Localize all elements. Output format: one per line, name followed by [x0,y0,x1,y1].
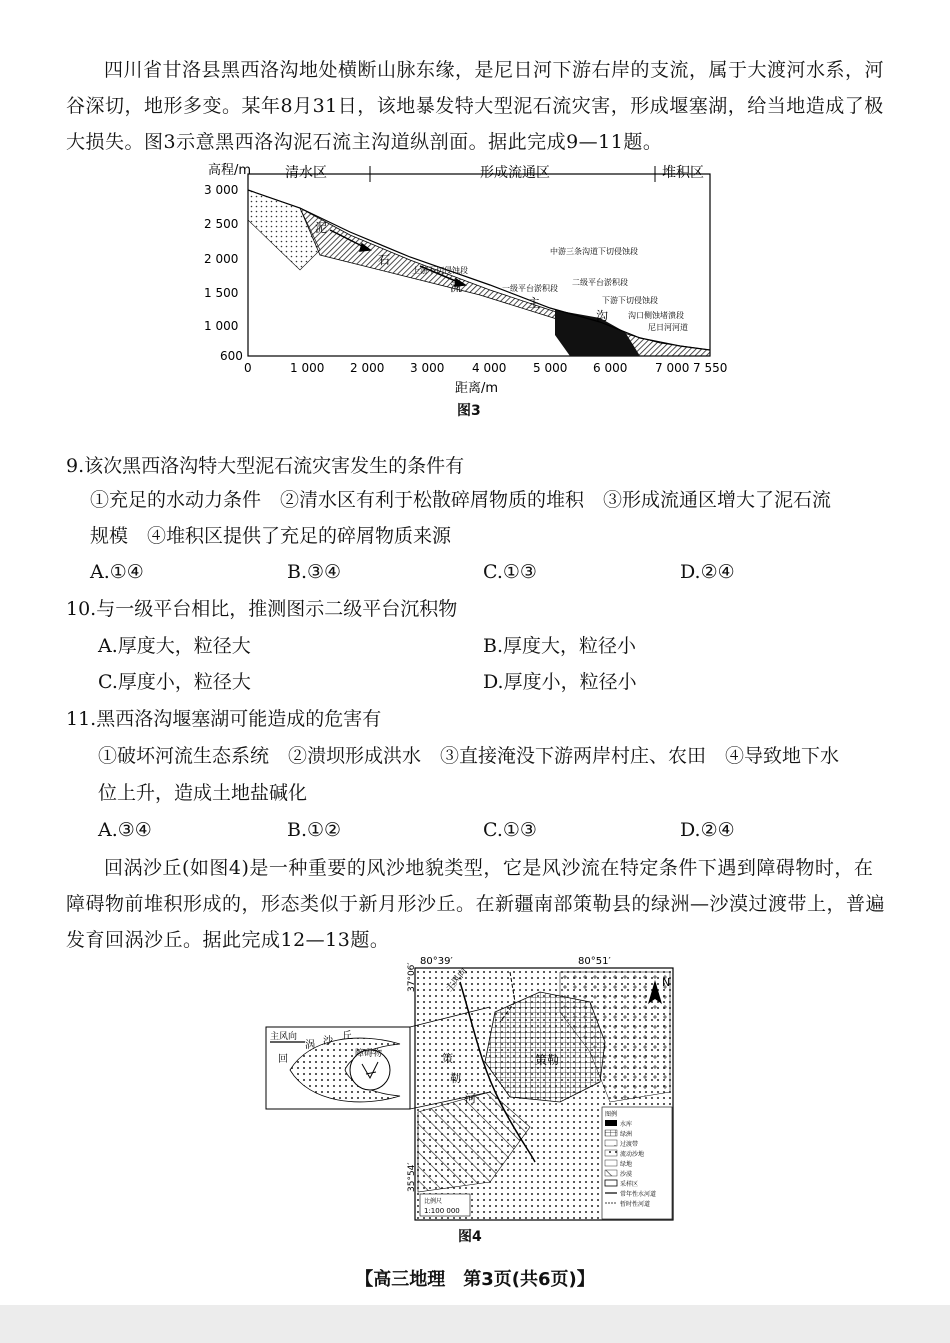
x-tick-6000: 6 000 [593,361,628,375]
figure-3-caption: 图3 [457,403,481,419]
question-9-stem: 9.该次黑西洛沟特大型泥石流灾害发生的条件有 [66,455,465,477]
inset-obstacle-label: 障碍物 [355,1049,383,1059]
x-tick-1000: 1 000 [290,361,325,375]
x-tick-7000: 7 000 [655,361,690,375]
svg-text:采样区: 采样区 [620,1181,639,1188]
svg-text:流动沙地: 流动沙地 [620,1151,645,1158]
latitude-35-54: 35°54′ [407,1162,417,1192]
scale-value: 1:100 000 [424,1207,460,1215]
question-11-option-d: D.②④ [680,819,735,841]
y-tick-1000: 1 000 [204,319,239,333]
inset-label-qiu: 丘 [342,1031,352,1042]
channel-profile-line [248,190,710,350]
x-tick-5000: 5 000 [533,361,568,375]
x-axis-label: 距离/m [455,381,499,396]
y-tick-2000: 2 000 [204,252,239,266]
label-middle-three-channels: 中游三条沟道下切侵蚀段 [550,247,638,256]
inset-wind-label: 主风向 [270,1032,298,1042]
scale-title: 比例尺 [424,1198,443,1205]
label-lower-incision: 下游下切侵蚀段 [602,296,658,305]
figure-4-caption: 图4 [458,1229,482,1245]
question-10-option-d: D.厚度小，粒径小 [483,671,637,693]
label-shi: 石 [378,253,391,267]
inset-label-sha: 沙 [323,1036,333,1047]
label-ni: 泥 [315,221,328,235]
zone-accumulation: 堆积区 [662,165,704,181]
longitude-80-39: 80°39′ [420,956,453,967]
question-9-option-c: C.①③ [483,561,537,583]
label-liu: 流 [450,280,463,294]
question-11-option-c: C.①③ [483,819,537,841]
label-mouth-lateral-erosion: 沟口侧蚀堵溃段 [628,311,684,320]
figure-4-map [260,952,680,1224]
svg-text:绿地: 绿地 [620,1161,633,1168]
inset-label-wo: 涡 [305,1040,315,1051]
question-10-option-a: A.厚度大，粒径大 [98,635,251,657]
question-9-line1: ①充足的水动力条件 ②清水区有利于松散碎屑物质的堆积 ③形成流通区增大了泥石流 [90,489,832,511]
label-niri-river: 尼日河河道 [648,323,688,332]
svg-text:常年性水河道: 常年性水河道 [620,1191,657,1198]
map-label-cele: 策勒 [535,1053,560,1067]
svg-text:沙漠: 沙漠 [620,1171,633,1178]
zone-clear-water: 清水区 [285,165,327,181]
x-tick-2000: 2 000 [350,361,385,375]
debris-body-area [300,208,710,356]
question-10-option-b: B.厚度大，粒径小 [483,635,637,657]
map-wind-label: 主风向 [444,966,470,994]
intro-paragraph-2: 回涡沙丘(如图4)是一种重要的风沙地貌类型，它是风沙流在特定条件下遇到障碍物时，在障碍物前堆积形成的，形态类似于新月形沙丘。在新疆南部策勒县的绿洲—沙漠过渡带上，普遍发育回涡沙丘。据此完成12—13题。 [66,857,886,951]
question-11-stem: 11.黑西洛沟堰塞湖可能造成的危害有 [66,708,382,730]
zone-formation-flow: 形成流通区 [480,165,550,181]
label-second-platform: 二级平台淤积段 [572,278,628,287]
svg-text:水库: 水库 [620,1121,633,1128]
question-9-option-a: A.①④ [90,561,144,583]
question-11-line1: ①破坏河流生态系统 ②溃坝形成洪水 ③直接淹没下游两岸村庄、农田 ④导致地下水 [98,745,840,767]
svg-text:绿洲: 绿洲 [620,1131,633,1138]
question-9-option-b: B.③④ [287,561,342,583]
x-tick-0: 0 [244,361,252,375]
y-tick-600: 600 [220,349,243,363]
inset-label-hui: 回 [278,1054,288,1065]
latitude-37-06: 37°06′ [407,962,417,992]
question-11-line2: 位上升，造成土地盐碱化 [98,782,308,804]
question-10-option-c: C.厚度小，粒径大 [98,671,251,693]
longitude-80-51: 80°51′ [578,956,611,967]
plot-frame [248,174,710,356]
y-axis-label: 高程/m [208,163,252,178]
svg-text:过渡带: 过渡带 [620,1141,639,1148]
label-upper-incision: 上游下切侵蚀段 [412,266,468,275]
question-9-line2: 规模 ④堆积区提供了充足的碎屑物质来源 [90,525,452,547]
legend-title: 图例 [605,1111,618,1118]
oasis-region [485,992,605,1102]
label-first-platform: 一级平台淤积段 [502,284,558,293]
figure-3-profile [200,160,760,400]
y-tick-3000: 3 000 [204,183,239,197]
question-9-option-d: D.②④ [680,561,735,583]
svg-text:暂时性河道: 暂时性河道 [620,1201,651,1208]
map-label-he: 河 [465,1092,476,1105]
question-10-stem: 10.与一级平台相比，推测图示二级平台沉积物 [66,598,458,620]
y-tick-1500: 1 500 [204,286,239,300]
label-gou: 沟 [596,309,609,323]
x-tick-3000: 3 000 [410,361,445,375]
map-label-ce: 策 [442,1052,453,1065]
label-zhu: 主 [528,296,541,310]
north-label: N [662,976,671,989]
x-tick-7550: 7 550 [693,361,728,375]
y-tick-2500: 2 500 [204,217,239,231]
question-11-option-a: A.③④ [98,819,152,841]
question-11-option-b: B.①② [287,819,342,841]
map-label-le: 勒 [450,1072,461,1085]
x-tick-4000: 4 000 [472,361,507,375]
page-footer: 【高三地理 第3页(共6页)】 [355,1269,595,1290]
intro-paragraph-1: 四川省甘洛县黑西洛沟地处横断山脉东缘，是尼日河下游右岸的支流，属于大渡河水系，河谷深切，地形多变。某年8月31日，该地暴发特大型泥石流灾害，形成堰塞湖，给当地造成了极大损失。图3示意黑西洛沟泥石流主沟道纵剖面。据此完成9—11题。 [66,59,885,153]
scan-bottom-band [0,1305,950,1343]
